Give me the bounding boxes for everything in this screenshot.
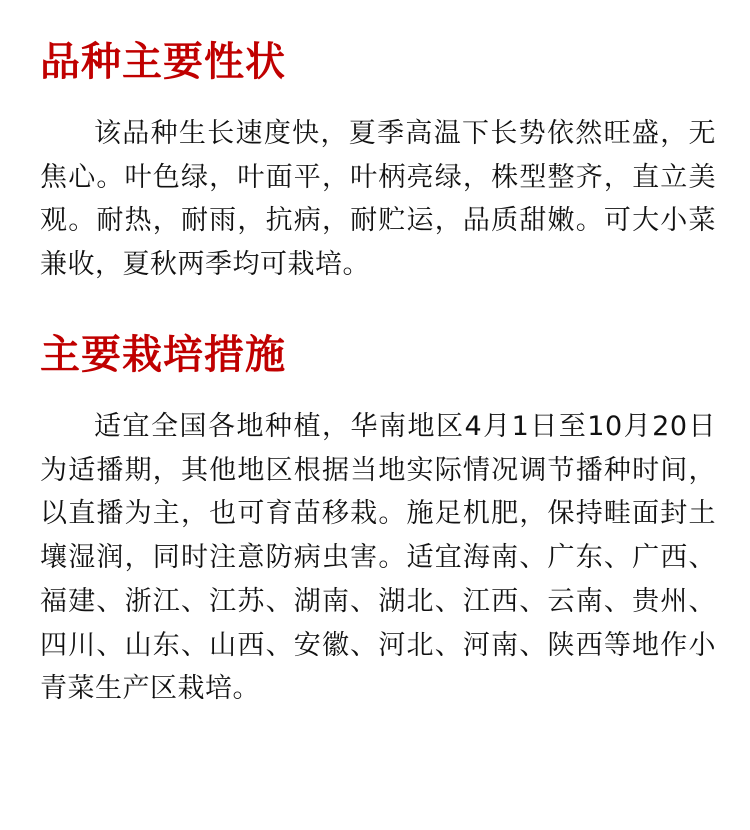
section-paragraph-cultivation-measures: 适宜全国各地种植，华南地区4月1日至10月20日为适播期，其他地区根据当地实际情况调节播种时间，以直播为主，也可育苗移栽。施足机肥，保持畦面封土壤湿润，同时注意防病虫害。适宜海南、广东、广西、福建、浙江、江苏、湖南、湖北、江西、云南、贵州、四川、山东、山西、安徽、河北、河南、陕西等地作小青菜生产区栽培。 [40,410,716,705]
section-variety-traits [40,40,716,287]
section-heading-variety-traits: 品种主要性状 [40,39,286,85]
section-paragraph-variety-traits: 该品种生长速度快，夏季高温下长势依然旺盛，无焦心。叶色绿，叶面平，叶柄亮绿，株型整齐，直立美观。耐热，耐雨，抗病，耐贮运，品质甜嫩。可大小菜兼收，夏秋两季均可栽培。 [40,118,716,281]
section-heading-cultivation-measures: 主要栽培措施 [40,331,286,378]
section-cultivation-measures [40,333,716,711]
heading-paragraph-spacer-2 [40,387,716,405]
heading-paragraph-spacer [40,94,716,112]
